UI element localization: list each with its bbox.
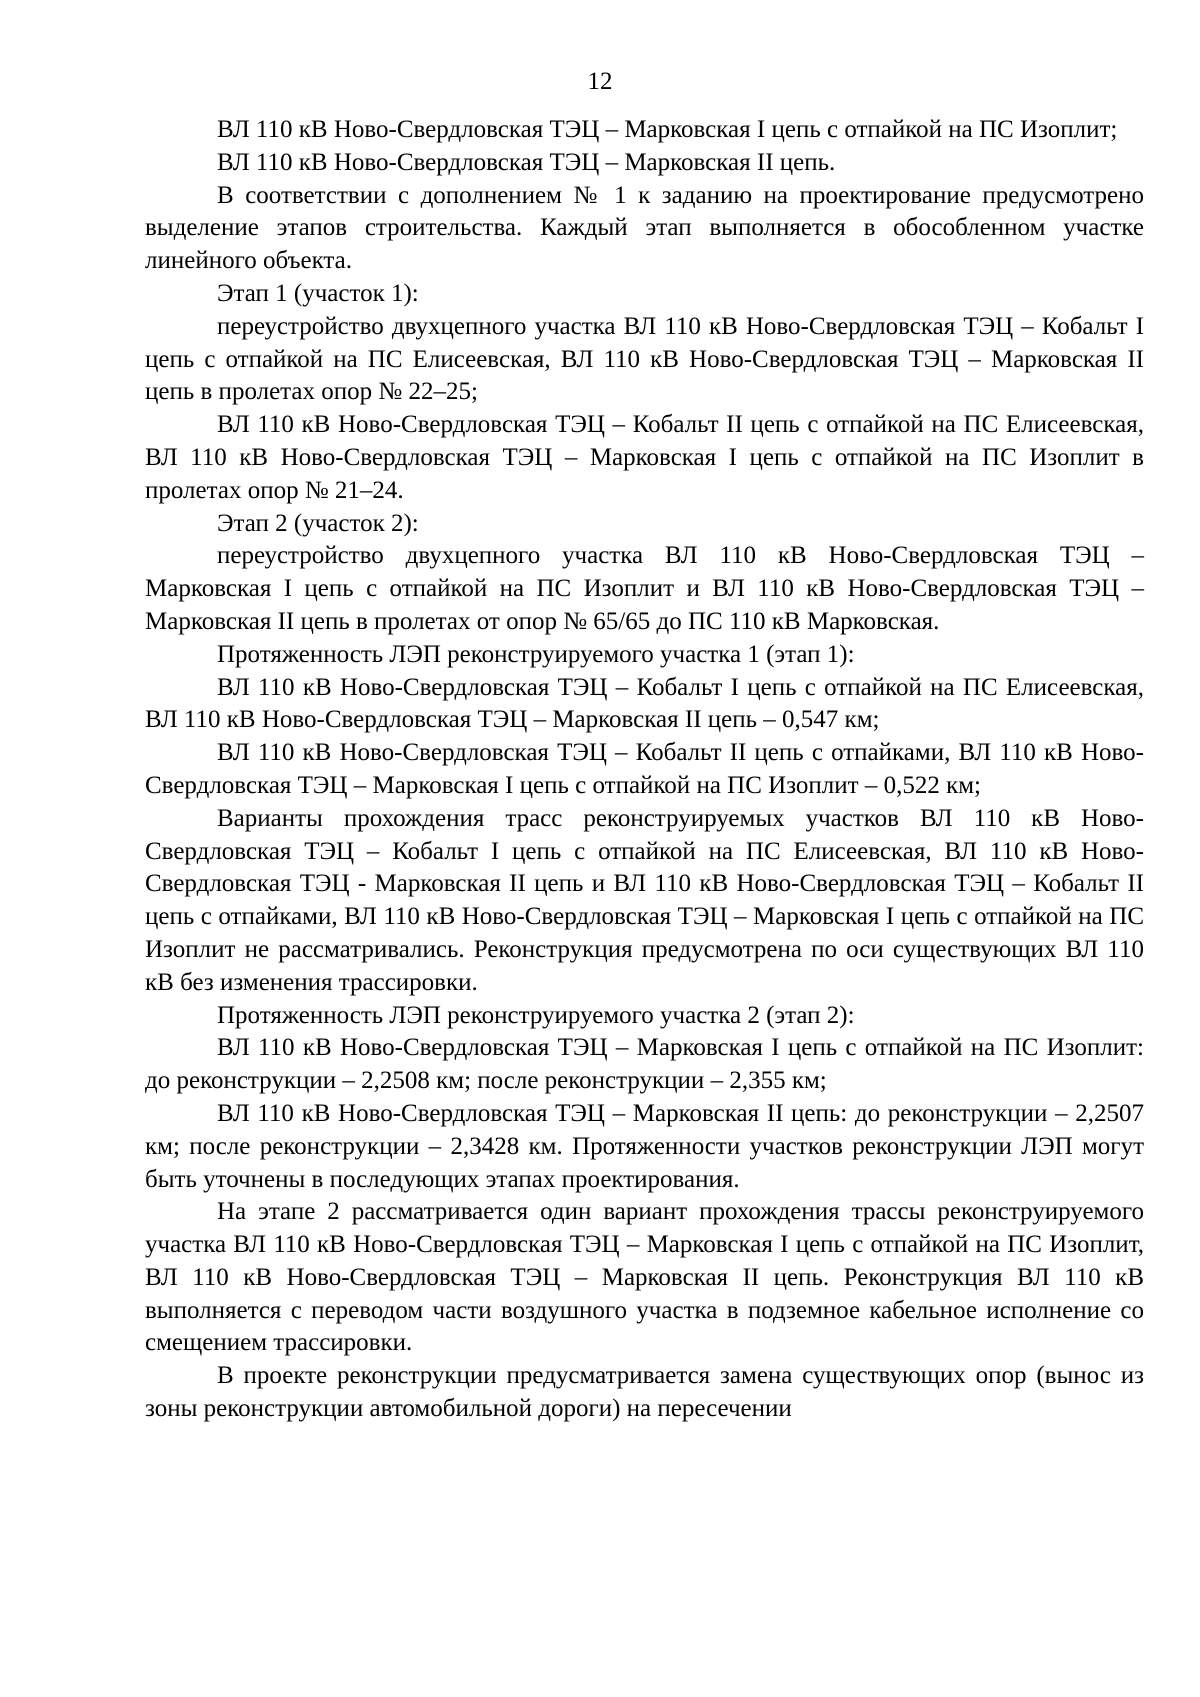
paragraph: ВЛ 110 кВ Ново-Свердловская ТЭЦ – Марковская II цепь. bbox=[217, 148, 836, 176]
document-body bbox=[145, 114, 1144, 1426]
section-heading: Этап 2 (участок 2): bbox=[217, 509, 419, 537]
paragraph: ВЛ 110 кВ Ново-Свердловская ТЭЦ – Марковская I цепь с отпайкой на ПС Изоплит; bbox=[217, 116, 1118, 143]
paragraph: Варианты прохождения трасс реконструируемых участков ВЛ 110 кВ Ново-Свердловская ТЭЦ – Кобальт I цепь с отпайкой на ПС Елисеевская, ВЛ 110 кВ Ново-Свердловская ТЭЦ - Марковская II цепь и ВЛ 110 кВ Ново-Свердловская ТЭЦ – Кобальт II цепь с отпайками, ВЛ 110 кВ Ново-Свердловская ТЭЦ – Марковская I цепь с отпайкой на ПС Изоплит не рассматривались. Реконструкция предусмотрена по оси существующих ВЛ 110 кВ без изменения трассировки. bbox=[145, 804, 1144, 996]
paragraph: переустройство двухцепного участка ВЛ 110 кВ Ново-Свердловская ТЭЦ – Кобальт I цепь с отпайкой на ПС Елисеевская, ВЛ 110 кВ Ново-Свердловская ТЭЦ – Марковская II цепь в пролетах опор № 22–25; bbox=[145, 312, 1144, 406]
paragraph: ВЛ 110 кВ Ново-Свердловская ТЭЦ – Кобальт II цепь с отпайками, ВЛ 110 кВ Ново-Свердловская ТЭЦ – Марковская I цепь с отпайкой на ПС Изоплит – 0,522 км; bbox=[145, 739, 1144, 799]
paragraph: В соответствии с дополнением № 1 к заданию на проектирование предусмотрено выделение этапов строительства. Каждый этап выполняется в обособленном участке линейного объекта. bbox=[145, 181, 1144, 275]
paragraph: Протяженность ЛЭП реконструируемого участка 2 (этап 2): bbox=[217, 1001, 855, 1029]
paragraph: ВЛ 110 кВ Ново-Свердловская ТЭЦ – Марковская II цепь: до реконструкции – 2,2507 км; после реконструкции – 2,3428 км. Протяженности участков реконструкции ЛЭП могут быть уточнены в последующих этапах проектирования. bbox=[145, 1099, 1144, 1193]
paragraph: ВЛ 110 кВ Ново-Свердловская ТЭЦ – Кобальт II цепь с отпайкой на ПС Елисеевская, ВЛ 110 кВ Ново-Свердловская ТЭЦ – Марковская I цепь с отпайкой на ПС Изоплит в пролетах опор № 21–24. bbox=[145, 411, 1144, 504]
paragraph: Протяженность ЛЭП реконструируемого участка 1 (этап 1): bbox=[217, 640, 855, 668]
paragraph: На этапе 2 рассматривается один вариант прохождения трассы реконструируемого участка ВЛ 110 кВ Ново-Свердловская ТЭЦ – Марковская I цепь с отпайкой на ПС Изоплит, ВЛ 110 кВ Ново-Свердловская ТЭЦ – Марковская II цепь. Реконструкция ВЛ 110 кВ выполняется с переводом части воздушного участка в подземное кабельное исполнение со смещением трассировки. bbox=[145, 1198, 1144, 1357]
page-number: 12 bbox=[587, 68, 613, 95]
paragraph: ВЛ 110 кВ Ново-Свердловская ТЭЦ – Кобальт I цепь с отпайкой на ПС Елисеевская, ВЛ 110 кВ Ново-Свердловская ТЭЦ – Марковская II цепь – 0,547 км; bbox=[145, 673, 1144, 734]
paragraph: переустройство двухцепного участка ВЛ 110 кВ Ново-Свердловская ТЭЦ – Марковская I цепь с отпайкой на ПС Изоплит и ВЛ 110 кВ Ново-Свердловская ТЭЦ – Марковская II цепь в пролетах от опор № 65/65 до ПС 110 кВ Марковская. bbox=[145, 542, 1144, 635]
section-heading: Этап 1 (участок 1): bbox=[217, 279, 419, 307]
paragraph: В проекте реконструкции предусматривается замена существующих опор (вынос из зоны реконструкции автомобильной дороги) на пересечении bbox=[145, 1362, 1144, 1423]
paragraph: ВЛ 110 кВ Ново-Свердловская ТЭЦ – Марковская I цепь с отпайкой на ПС Изоплит: до реконструкции – 2,2508 км; после реконструкции – 2,355 км; bbox=[145, 1034, 1144, 1095]
